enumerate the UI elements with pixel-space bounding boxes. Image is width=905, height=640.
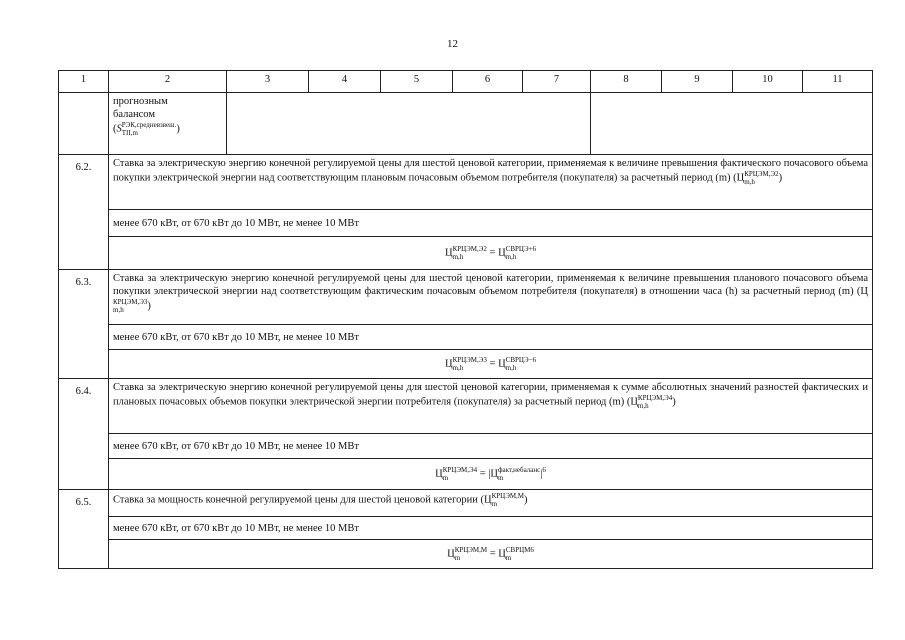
col-header: 8 bbox=[591, 71, 662, 93]
row-number: 6.2. bbox=[59, 155, 109, 270]
row-number: 6.4. bbox=[59, 379, 109, 490]
col-header: 7 bbox=[523, 71, 591, 93]
formula: Ц КРЦЭМ,Э2 m,h = Ц СВРЦЭ+ m,h $^6$ bbox=[109, 237, 873, 270]
table-row bbox=[59, 350, 873, 379]
continuation-row bbox=[59, 93, 873, 155]
blank-cell bbox=[591, 93, 873, 155]
row-description: Ставка за электрическую энергию конечной регулируемой цены для шестой ценовой категории, применяемая к сумме абсолютных значений разностей фактических и плановых почасовых объемов покупки электрической энергии потребителя (покупателя) за расчетный период (m) (Ц КРЦЭМ,Э4 m,h ) bbox=[109, 379, 873, 434]
table-row bbox=[59, 540, 873, 569]
col-header: 6 bbox=[453, 71, 523, 93]
formula: Ц КРЦЭМ,Э3 m,h = Ц СВРЦЭ− m,h $^6$ bbox=[109, 350, 873, 379]
table-row bbox=[59, 270, 873, 325]
table-row bbox=[59, 459, 873, 490]
table-row bbox=[59, 325, 873, 350]
power-range: менее 670 кВт, от 670 кВт до 10 МВт, не менее 10 МВт bbox=[109, 210, 873, 237]
table-row bbox=[59, 434, 873, 459]
col-header: 11 bbox=[803, 71, 873, 93]
power-range: менее 670 кВт, от 670 кВт до 10 МВт, не менее 10 МВт bbox=[109, 434, 873, 459]
table-row bbox=[59, 155, 873, 210]
formula: Ц КРЦЭМ,М m = Ц СВРЦМ m $^6$ bbox=[109, 540, 873, 569]
col-header: 2 bbox=[109, 71, 227, 93]
col-header: 9 bbox=[662, 71, 733, 93]
power-range: менее 670 кВт, от 670 кВт до 10 МВт, не менее 10 МВт bbox=[109, 517, 873, 540]
tariff-table bbox=[58, 70, 873, 569]
col-header: 3 bbox=[227, 71, 309, 93]
row-number: 6.5. bbox=[59, 490, 109, 569]
table-row bbox=[59, 517, 873, 540]
table-row bbox=[59, 490, 873, 517]
table-row bbox=[59, 210, 873, 237]
page-number: 12 bbox=[447, 38, 458, 50]
col-header: 10 bbox=[733, 71, 803, 93]
col-header: 1 bbox=[59, 71, 109, 93]
header-row bbox=[59, 71, 873, 93]
power-range: менее 670 кВт, от 670 кВт до 10 МВт, не менее 10 МВт bbox=[109, 325, 873, 350]
col-header: 4 bbox=[309, 71, 381, 93]
blank-cell bbox=[227, 93, 591, 155]
row-description: Ставка за электрическую энергию конечной регулируемой цены для шестой ценовой категории, применяемая к величине превышения фактического почасового объема покупки электрической энергии над соответствующим плановым почасовым объемом потребителя (покупателя) за расчетный период (m) (Ц КРЦЭМ,Э2 m,h ) bbox=[109, 155, 873, 210]
col-header: 5 bbox=[381, 71, 453, 93]
table-row bbox=[59, 379, 873, 434]
continuation-text: прогнозным балансом (S РЭК,средневзвеш. ТII,m ) bbox=[109, 93, 227, 155]
row-number: 6.3. bbox=[59, 270, 109, 379]
row-description: Ставка за мощность конечной регулируемой цены для шестой ценовой категории (Ц КРЦЭМ,М m ) bbox=[109, 490, 873, 517]
formula: Ц КРЦЭМ,Э4 m = |Ц факт,небаланс m $|^6$ bbox=[109, 459, 873, 490]
row-description: Ставка за электрическую энергию конечной регулируемой цены для шестой ценовой категории, применяемая к величине превышения планового почасового объема покупки электрической энергии над соответствующим фактическим почасовым объемом потребителя (покупателя) в отношении часа (h) за расчетный период (m) (Ц КРЦЭМ,Э3 m,h ) bbox=[109, 270, 873, 325]
table-row bbox=[59, 237, 873, 270]
num-cell bbox=[59, 93, 109, 155]
